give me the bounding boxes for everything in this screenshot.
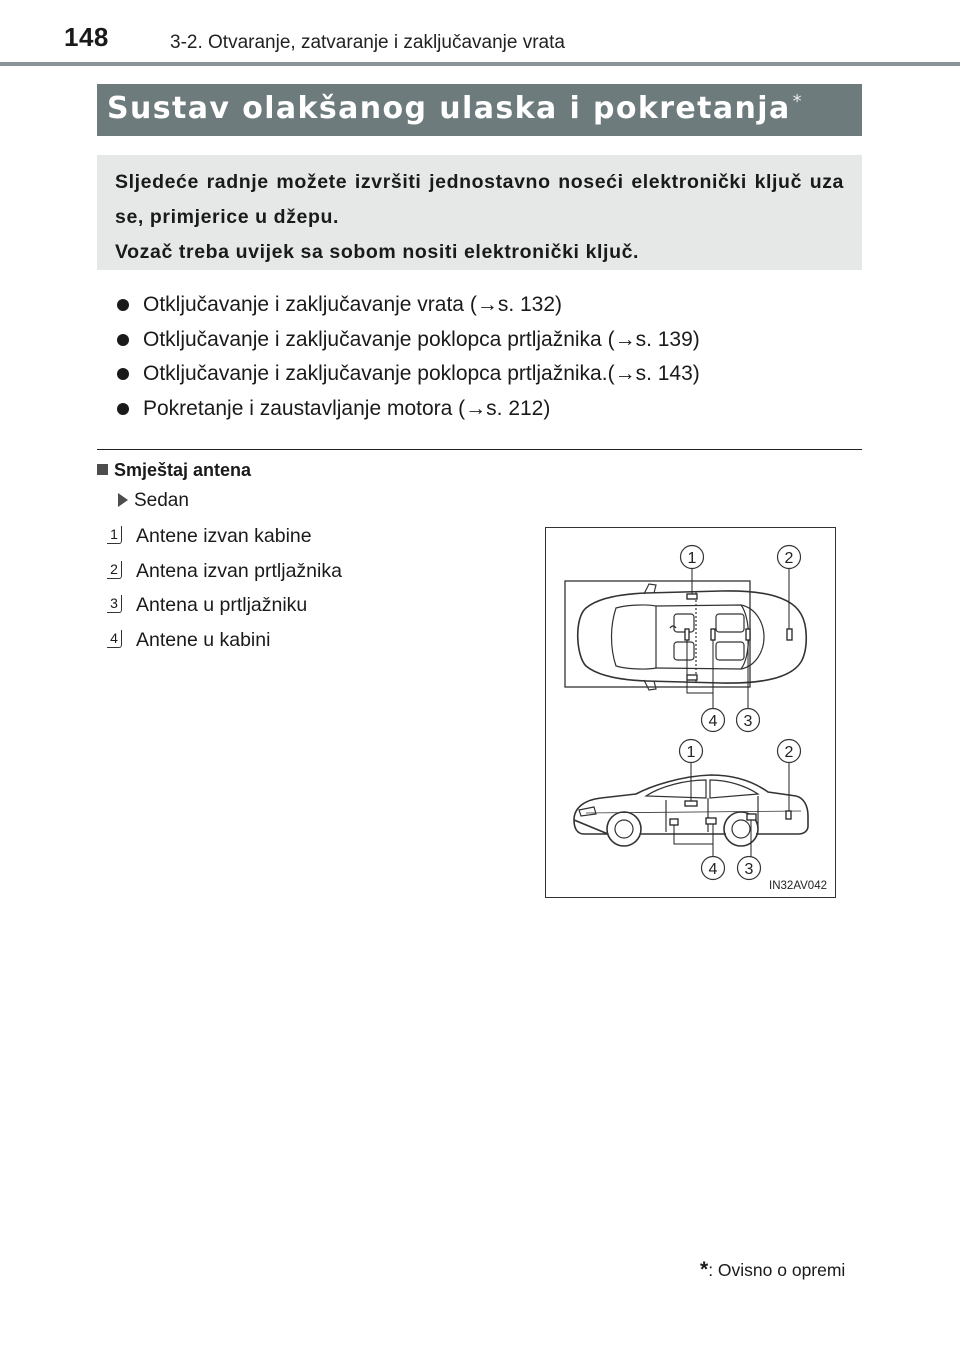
antenna-side-3 xyxy=(747,814,756,820)
antenna-top-1a xyxy=(687,594,697,599)
callout-label: 4 xyxy=(708,861,718,878)
legend-label: Antena u prtljažniku xyxy=(136,594,308,616)
steering-wheel xyxy=(670,626,676,628)
section-title-text: Sustav olakšanog ulaska i pokretanja xyxy=(107,91,791,126)
header-rule xyxy=(0,62,960,66)
antenna-side-4a xyxy=(670,819,678,825)
rear-hub xyxy=(732,820,750,838)
callout-label: 2 xyxy=(784,744,794,761)
callouts-top xyxy=(681,546,801,732)
legend-label: Antene izvan kabine xyxy=(136,525,312,547)
antenna-side-4b xyxy=(706,818,716,824)
chapter-title: 3-2. Otvaranje, zatvaranje i zaključavanje vrata xyxy=(170,32,565,53)
antenna-heading xyxy=(97,460,251,481)
callout-label: 3 xyxy=(744,861,754,878)
page-number: 148 xyxy=(64,22,109,52)
variant-heading-text: Sedan xyxy=(134,490,189,511)
antenna-side-1 xyxy=(685,801,697,806)
figure-code: IN32AV042 xyxy=(769,880,827,892)
section-banner xyxy=(97,84,862,136)
front-window-side xyxy=(646,780,706,798)
seat-front-left xyxy=(674,614,694,632)
antenna-legend xyxy=(107,522,342,660)
antenna-heading-text: Smještaj antena xyxy=(114,460,252,480)
square-bullet-icon xyxy=(97,464,108,475)
windshield-top xyxy=(612,605,657,669)
legend-item xyxy=(107,626,342,661)
intro-box xyxy=(97,155,862,270)
feature-text: Otključavanje i zaključavanje vrata (→s. 132) xyxy=(143,293,563,316)
legend-number: 2 xyxy=(107,561,122,579)
antenna-location-figure xyxy=(545,527,836,898)
feature-text: Pokretanje i zaustavljanje motora (→s. 212) xyxy=(143,396,551,420)
equipment-asterisk: * xyxy=(792,91,804,112)
callout-label: 1 xyxy=(686,744,696,761)
footnote-asterisk: * xyxy=(700,1258,709,1281)
car-diagram xyxy=(546,528,835,897)
front-hub xyxy=(615,820,633,838)
antenna-top-3 xyxy=(746,629,750,640)
seat-front-right xyxy=(674,642,694,660)
triangle-bullet-icon xyxy=(118,493,128,507)
legend-number: 1 xyxy=(107,526,122,544)
antenna-top-1b xyxy=(687,675,697,680)
legend-item xyxy=(107,557,342,592)
footnote-text: : Ovisno o opremi xyxy=(708,1260,846,1280)
feature-list xyxy=(117,288,700,426)
antenna-top-4a xyxy=(685,629,689,640)
legend-item xyxy=(107,591,342,626)
headlight-side xyxy=(579,807,596,816)
callout-label: 1 xyxy=(687,550,697,567)
callout-label: 2 xyxy=(784,550,794,567)
feature-item xyxy=(117,323,700,358)
legend-label: Antene u kabini xyxy=(136,628,271,651)
seat-rear-left xyxy=(716,614,744,632)
seat-rear-right xyxy=(716,642,744,660)
front-wheel xyxy=(607,812,641,846)
bullet-icon xyxy=(117,403,129,415)
callout-label: 4 xyxy=(708,713,718,730)
bullet-icon xyxy=(117,368,129,380)
variant-heading xyxy=(118,490,189,512)
antenna-top-2 xyxy=(787,629,792,640)
section-divider xyxy=(97,449,862,450)
legend-item xyxy=(107,522,342,557)
feature-item xyxy=(117,288,700,323)
legend-number: 4 xyxy=(107,630,122,648)
legend-number: 3 xyxy=(107,595,122,613)
callouts-side xyxy=(680,740,801,880)
callout-label: 3 xyxy=(743,713,753,730)
intro-line-2: Vozač treba uvijek sa sobom nositi elektronički ključ. xyxy=(115,241,640,263)
section-title xyxy=(107,91,803,126)
bullet-icon xyxy=(117,299,129,311)
feature-text: Otključavanje i zaključavanje poklopca prtljažnika (→s. 139) xyxy=(143,327,700,351)
antenna-side-2 xyxy=(786,811,791,819)
intro-line-1: Sljedeće radnje možete izvršiti jednostavno noseći elektronički ključ uza se, primjerice u džepu. xyxy=(115,171,844,228)
antennas-top xyxy=(685,594,792,680)
feature-text: Otključavanje i zaključavanje poklopca prtljažnika.(→s. 143) xyxy=(143,362,700,385)
antenna-top-4b xyxy=(711,629,715,640)
feature-item xyxy=(117,357,700,392)
antennas-side xyxy=(670,801,791,825)
legend-label: Antena izvan prtljažnika xyxy=(136,559,342,582)
footnote xyxy=(700,1258,845,1282)
feature-item xyxy=(117,392,700,427)
bullet-icon xyxy=(117,334,129,346)
